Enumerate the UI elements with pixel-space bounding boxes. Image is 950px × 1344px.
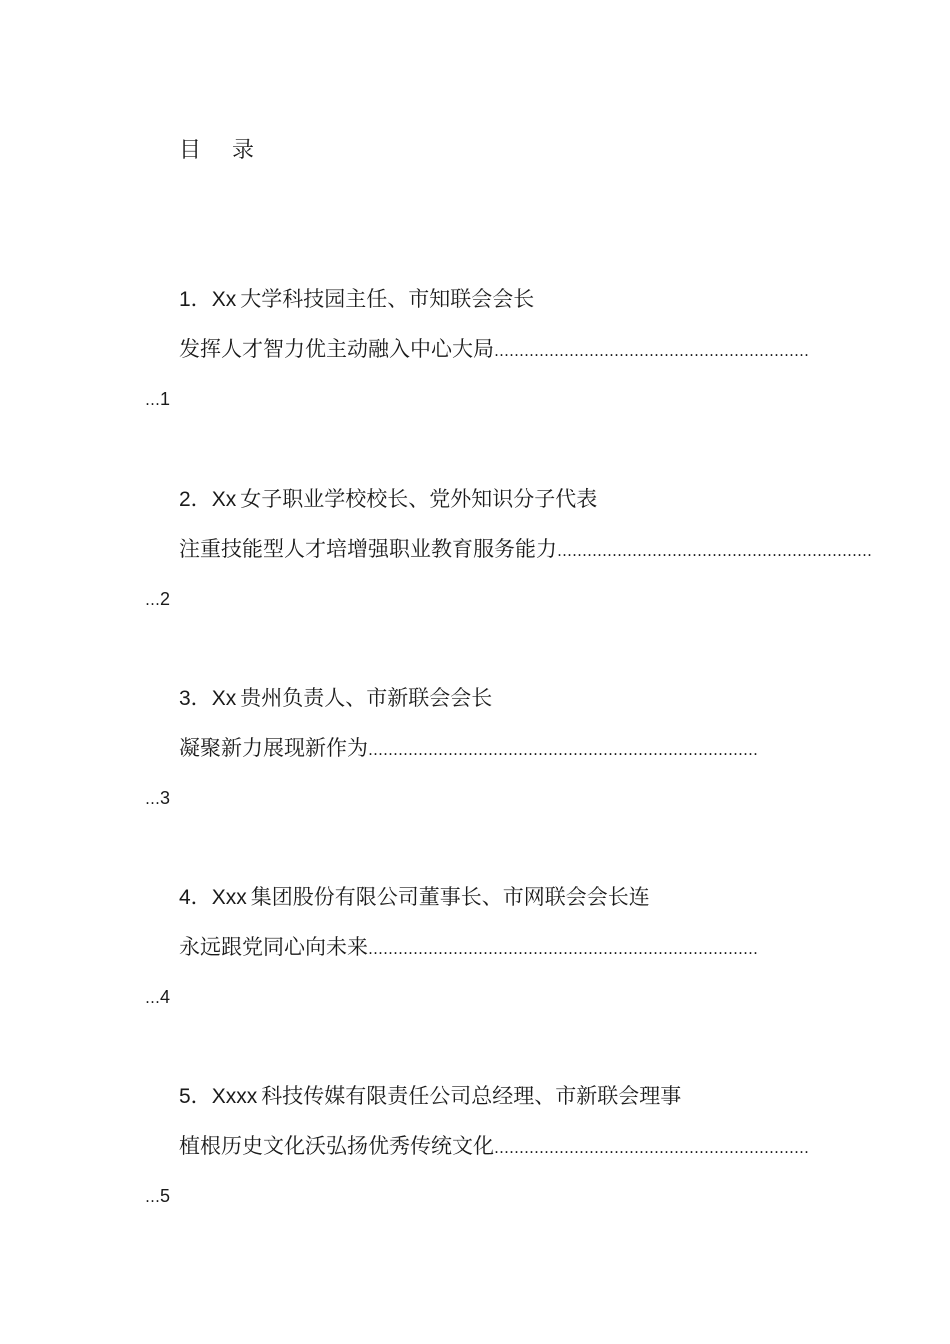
toc-entry-subtitle: 注重技能型人才培增强职业教育服务能力 — [179, 537, 557, 561]
toc-entry-heading — [179, 1081, 681, 1112]
toc-entry-page-line — [145, 1181, 170, 1212]
toc-entry-prefix: Xx — [211, 687, 237, 710]
toc-entry-leader-tail: … — [145, 591, 160, 609]
toc-entry-heading-text: 贵州负责人、市新联会会长 — [240, 686, 493, 710]
toc-entry-prefix: Xxx — [211, 886, 247, 909]
toc-entry-page-number: 1 — [160, 389, 171, 409]
toc-entry-leader-tail: … — [145, 790, 160, 808]
toc-entry-subtitle: 永远跟党同心向未来 — [179, 935, 368, 959]
toc-entry-leader-tail: … — [145, 989, 160, 1007]
toc-entry-leader: …………………………………………………………………… — [368, 940, 758, 958]
toc-entry-subtitle: 发挥人才智力优主动融入中心大局 — [179, 337, 494, 361]
toc-entry-page-line — [145, 384, 170, 415]
toc-entry-page-line — [145, 982, 170, 1013]
toc-entry-prefix: Xxxx — [211, 1085, 258, 1108]
toc-entry-heading — [179, 484, 597, 515]
toc-entry-leader-tail: … — [145, 1188, 160, 1206]
toc-entry-title-line[interactable] — [179, 534, 872, 564]
toc-entry-prefix: Xx — [211, 288, 237, 311]
toc-entry-subtitle: 植根历史文化沃弘扬优秀传统文化 — [179, 1134, 494, 1158]
toc-entry-heading — [179, 683, 492, 714]
toc-entry-leader: ……………………………………………………… — [494, 1139, 809, 1157]
toc-entry-heading — [179, 882, 650, 913]
toc-entry-heading-text: 科技传媒有限责任公司总经理、市新联会理事 — [261, 1084, 682, 1108]
toc-entry-page-number: 4 — [160, 987, 171, 1007]
toc-entry-page-number: 5 — [160, 1186, 171, 1206]
toc-entry-leader: ……………………………………………………… — [557, 542, 872, 560]
toc-entry-title-line[interactable] — [179, 334, 809, 364]
toc-entry-heading-text: 大学科技园主任、市知联会会长 — [240, 287, 535, 311]
toc-entry-title-line[interactable] — [179, 932, 803, 962]
toc-entry-heading-text: 女子职业学校校长、党外知识分子代表 — [240, 487, 598, 511]
toc-entry-leader: ……………………………………………………… — [494, 342, 809, 360]
toc-entry-heading — [179, 284, 534, 315]
toc-entry-leader: …………………………………………………………………… — [368, 741, 758, 759]
toc-entry-page-number: 2 — [160, 589, 171, 609]
toc-entry-page-line — [145, 783, 170, 814]
toc-entry-number: 2． — [179, 488, 212, 511]
toc-entry-heading-text: 集团股份有限公司董事长、市网联会会长连 — [250, 885, 650, 909]
toc-entry-number: 4． — [179, 886, 212, 909]
toc-entry-number: 5． — [179, 1085, 212, 1108]
toc-entry-page-line — [145, 584, 170, 615]
toc-entry-number: 1． — [179, 288, 212, 311]
toc-title: 目 录 — [179, 138, 266, 163]
toc-entry-subtitle: 凝聚新力展现新作为 — [179, 736, 368, 760]
toc-entry-leader-tail: … — [145, 391, 160, 409]
toc-entry-number: 3． — [179, 687, 212, 710]
toc-entry-title-line[interactable] — [179, 1131, 809, 1161]
toc-entry-title-line[interactable] — [179, 733, 803, 763]
toc-entry-page-number: 3 — [160, 788, 171, 808]
toc-entry-prefix: Xx — [211, 488, 237, 511]
